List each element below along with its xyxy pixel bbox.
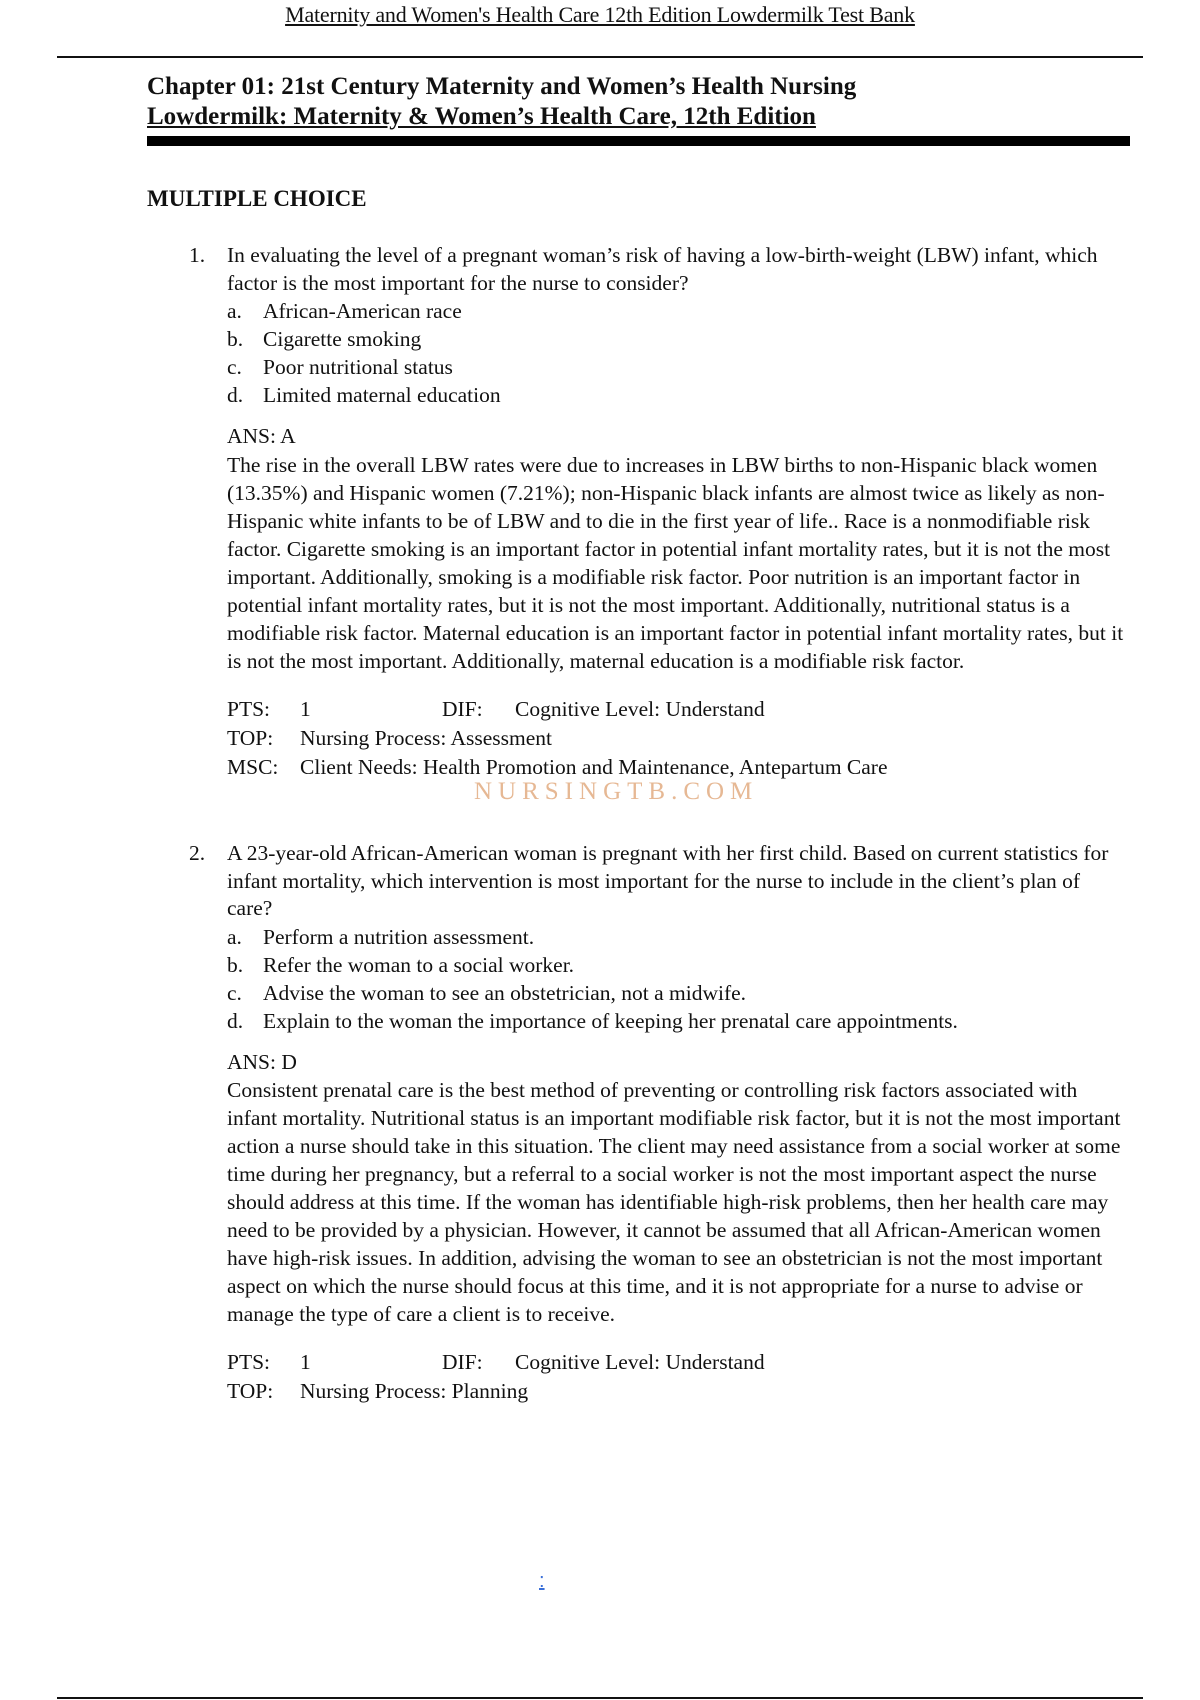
question-1 <box>189 242 1129 782</box>
option-a <box>227 923 1129 951</box>
meta-row-msc <box>227 753 1129 782</box>
option-letter: b. <box>227 952 244 977</box>
question-text: In evaluating the level of a pregnant woman’s risk of having a low-birth-weight (LBW) infant, which factor is the most important for the nurse to consider? <box>227 243 1098 295</box>
option-letter: c. <box>227 980 242 1005</box>
question-stem <box>189 242 1129 297</box>
question-stem <box>189 840 1129 923</box>
meta-row-pts-dif <box>227 695 1129 724</box>
option-c <box>227 979 1129 1007</box>
dif-label: DIF: <box>442 1350 483 1374</box>
option-text: Limited maternal education <box>263 383 501 407</box>
msc-label: MSC: <box>227 754 279 779</box>
question-text: A 23-year-old African-American woman is pregnant with her first child. Based on current statistics for infant mortality, which intervention is most important for the nurse to include in the client’s plan of care? <box>227 841 1109 920</box>
top-label: TOP: <box>227 725 274 750</box>
question-2 <box>189 840 1129 1406</box>
top-value: Nursing Process: Assessment <box>300 725 553 750</box>
option-letter: a. <box>227 924 242 949</box>
option-text: Perform a nutrition assessment. <box>263 924 535 949</box>
header-rule <box>57 56 1143 58</box>
chapter-subtitle: Lowdermilk: Maternity & Women’s Health Care, 12th Edition <box>147 103 816 130</box>
question-number: 1. <box>189 243 206 267</box>
option-letter: b. <box>227 327 244 351</box>
chapter-heading <box>147 72 1130 146</box>
answer-options <box>189 923 1129 1035</box>
question-number: 2. <box>189 841 206 865</box>
option-letter: d. <box>227 1008 244 1033</box>
pts-value: 1 <box>300 1350 311 1374</box>
dif-value: Cognitive Level: Understand <box>515 1350 765 1374</box>
top-value: Nursing Process: Planning <box>300 1379 529 1403</box>
option-text: Explain to the woman the importance of keeping her prenatal care appointments. <box>263 1008 958 1033</box>
running-header-title: Maternity and Women's Health Care 12th Edition Lowdermilk Test Bank <box>285 2 915 27</box>
chapter-divider-bar <box>147 136 1130 146</box>
meta-row-top <box>227 1377 1129 1406</box>
dif-value: Cognitive Level: Understand <box>515 696 765 721</box>
option-letter: c. <box>227 355 242 379</box>
pts-label: PTS: <box>227 1350 271 1374</box>
section-title: MULTIPLE CHOICE <box>147 186 367 211</box>
option-text: Advise the woman to see an obstetrician, not a midwife. <box>263 980 747 1005</box>
option-d <box>227 1007 1129 1035</box>
watermark: NURSINGTB.COM <box>474 778 759 805</box>
option-text: African-American race <box>263 299 462 323</box>
dif-label: DIF: <box>442 696 483 721</box>
option-letter: d. <box>227 383 244 407</box>
option-letter: a. <box>227 299 242 323</box>
question-metadata <box>227 1348 1129 1406</box>
msc-value: Client Needs: Health Promotion and Maintenance, Antepartum Care <box>300 754 888 779</box>
answer-options <box>189 297 1129 409</box>
footer-rule <box>57 1697 1143 1699</box>
option-c <box>227 353 1129 381</box>
meta-row-pts-dif <box>227 1348 1129 1377</box>
option-a <box>227 297 1129 325</box>
pts-label: PTS: <box>227 696 271 721</box>
option-b <box>227 951 1129 979</box>
question-metadata <box>227 695 1129 782</box>
meta-row-top <box>227 724 1129 753</box>
pts-value: 1 <box>300 696 311 721</box>
option-b <box>227 325 1129 353</box>
option-text: Refer the woman to a social worker. <box>263 952 575 977</box>
answer-key: ANS: A <box>227 424 296 448</box>
rationale-text: The rise in the overall LBW rates were due to increases in LBW births to non-Hispanic black women (13.35%) and Hispanic women (7.21%); non-Hispanic black infants are almost twice as likely as non-Hispanic white infants to be of LBW and to die in the first year of life.. Race is a nonmodifiable risk factor. Cigarette smoking is an important factor in potential infant mortality rates, but it is not the most important. Additionally, smoking is a modifiable risk factor. Poor nutrition is an important factor in potential infant mortality rates, but it is not the most important. Additionally, nutritional status is a modifiable risk factor. Maternal education is an important factor in potential infant mortality rates, but it is not the most important. Additionally, maternal education is a modifiable risk factor. <box>227 452 1124 673</box>
rationale-text: Consistent prenatal care is the best method of preventing or controlling risk factors associated with infant mortality. Nutritional status is an important modifiable risk factor, but it is not the most important action a nurse should take in this situation. The client may need assistance from a social worker at some time during her pregnancy, but a referral to a social worker is not the most important aspect the nurse should address at this time. If the woman has identifiable high-risk problems, then her health care may need to be provided by a physician. However, it cannot be assumed that all African-American women have high-risk issues. In addition, advising the woman to see an obstetrician is not the most important aspect on which the nurse should focus at this time, and it is not appropriate for a nurse to advise or manage the type of care a client is to receive. <box>227 1078 1121 1326</box>
answer-key: ANS: D <box>227 1049 297 1074</box>
top-label: TOP: <box>227 1379 274 1403</box>
chapter-title: Chapter 01: 21st Century Maternity and Women’s Health Nursing <box>147 73 857 100</box>
option-text: Poor nutritional status <box>263 355 453 379</box>
option-text: Cigarette smoking <box>263 327 422 351</box>
page-link-mark[interactable]: : <box>539 1570 545 1592</box>
option-d <box>227 381 1129 409</box>
